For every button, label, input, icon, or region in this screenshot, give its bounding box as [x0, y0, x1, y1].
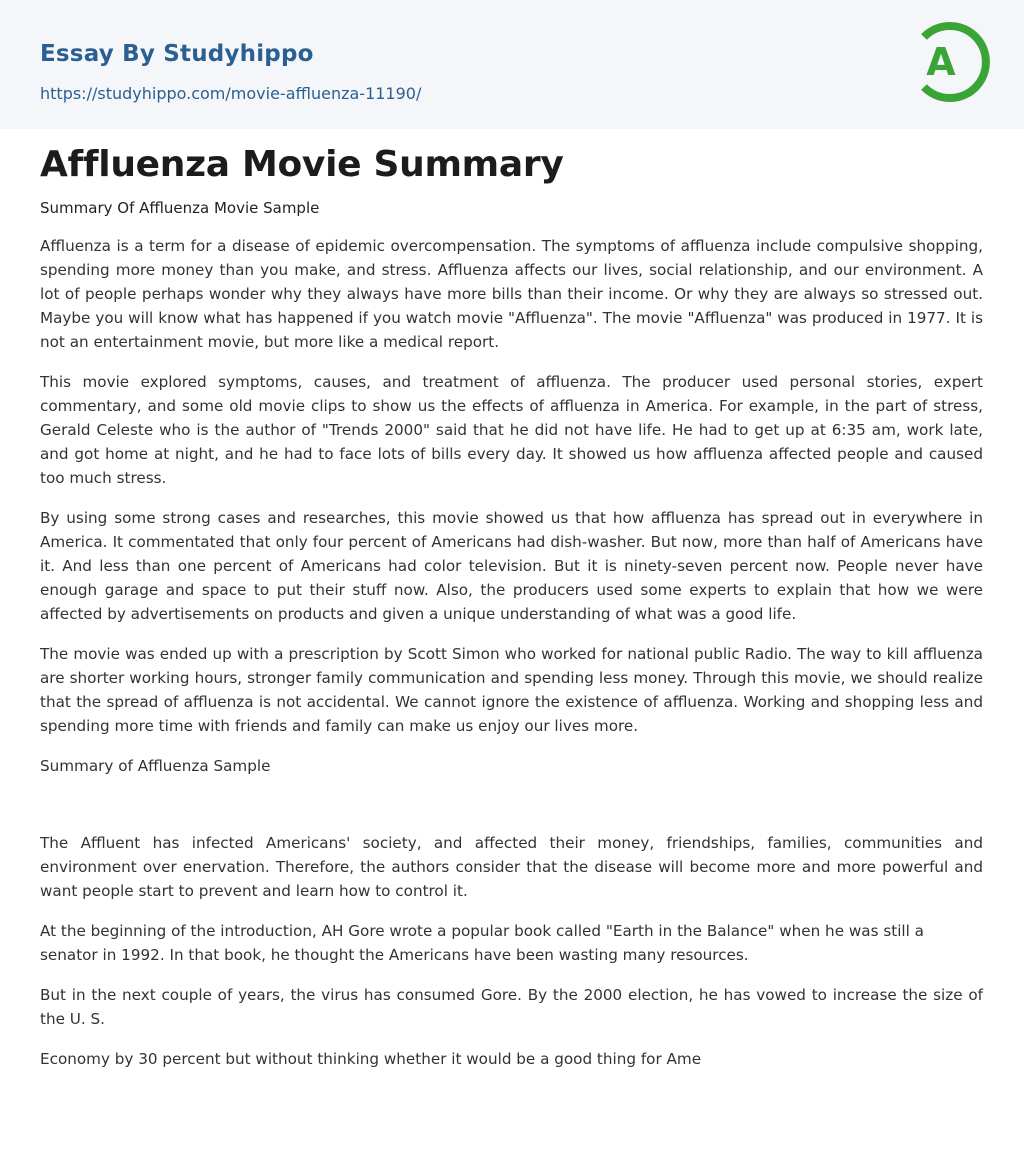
- paragraph: But in the next couple of years, the virus has consumed Gore. By the 2000 election, he has vowed to increase the size of the U. S.: [40, 986, 983, 1028]
- brand-title[interactable]: Essay By Studyhippo: [40, 41, 314, 67]
- paragraph: By using some strong cases and researches, this movie showed us that how affluenza has spread out in everywhere in America. It commentated that only four percent of Americans had dish-washer. But now, more than half of Americans have it. And less than one percent of Americans had color television. But it is ninety-seven percent now. People never have enough garage and space to put their stuff now. Also, the producers used some experts to explain that how we were affected by advertisements on products and given a unique understanding of what was a good life.: [40, 509, 983, 623]
- paragraph: The Affluent has infected Americans' society, and affected their money, friendships, families, communities and environment over enervation. Therefore, the authors consider that the disease will become more and more powerful and want people start to prevent and learn how to control it.: [40, 834, 983, 900]
- paragraph: At the beginning of the introduction, AH Gore wrote a popular book called "Earth in the Balance" when he was still a senator in 1992. In that book, he thought the Americans have been wasting many resources.: [40, 922, 924, 964]
- paragraph: Economy by 30 percent but without thinking whether it would be a good thing for Ame: [40, 1050, 702, 1068]
- paragraph: Affluenza is a term for a disease of epidemic overcompensation. The symptoms of affluenza include compulsive shopping, spending more money than you make, and stress. Affluenza affects our lives, social relationship, and our environment. A lot of people perhaps wonder why they always have more bills than their income. Or why they are always so stressed out. Maybe you will know what has happened if you watch movie "Affluenza". The movie "Affluenza" was produced in 1977. It is not an entertainment movie, but more like a medical report.: [40, 237, 983, 351]
- page-title: Affluenza Movie Summary: [40, 144, 564, 185]
- source-url-link[interactable]: https://studyhippo.com/movie-affluenza-11190/: [40, 84, 422, 103]
- paragraph: The movie was ended up with a prescription by Scott Simon who worked for national public Radio. The way to kill affluenza are shorter working hours, stronger family communication and spending less money. Through this movie, we should realize that the spread of affluenza is not accidental. We cannot ignore the existence of affluenza. Working and shopping less and spending more time with friends and family can make us enjoy our lives more.: [40, 645, 983, 735]
- article-body: [40, 234, 983, 1087]
- article-subtitle: Summary Of Affluenza Movie Sample: [40, 199, 320, 217]
- logo-letter: A: [926, 40, 956, 84]
- paragraph: This movie explored symptoms, causes, and treatment of affluenza. The producer used personal stories, expert commentary, and some old movie clips to show us the effects of affluenza in America. For example, in the part of stress, Gerald Celeste who is the author of "Trends 2000" said that he did not have life. He had to get up at 6:35 am, work late, and got home at night, and he had to face lots of bills every day. It showed us how affluenza affected people and caused too much stress.: [40, 373, 983, 487]
- site-header: [0, 0, 1024, 129]
- section-label: Summary of Affluenza Sample: [40, 757, 271, 775]
- studyhippo-logo-icon[interactable]: [910, 17, 990, 107]
